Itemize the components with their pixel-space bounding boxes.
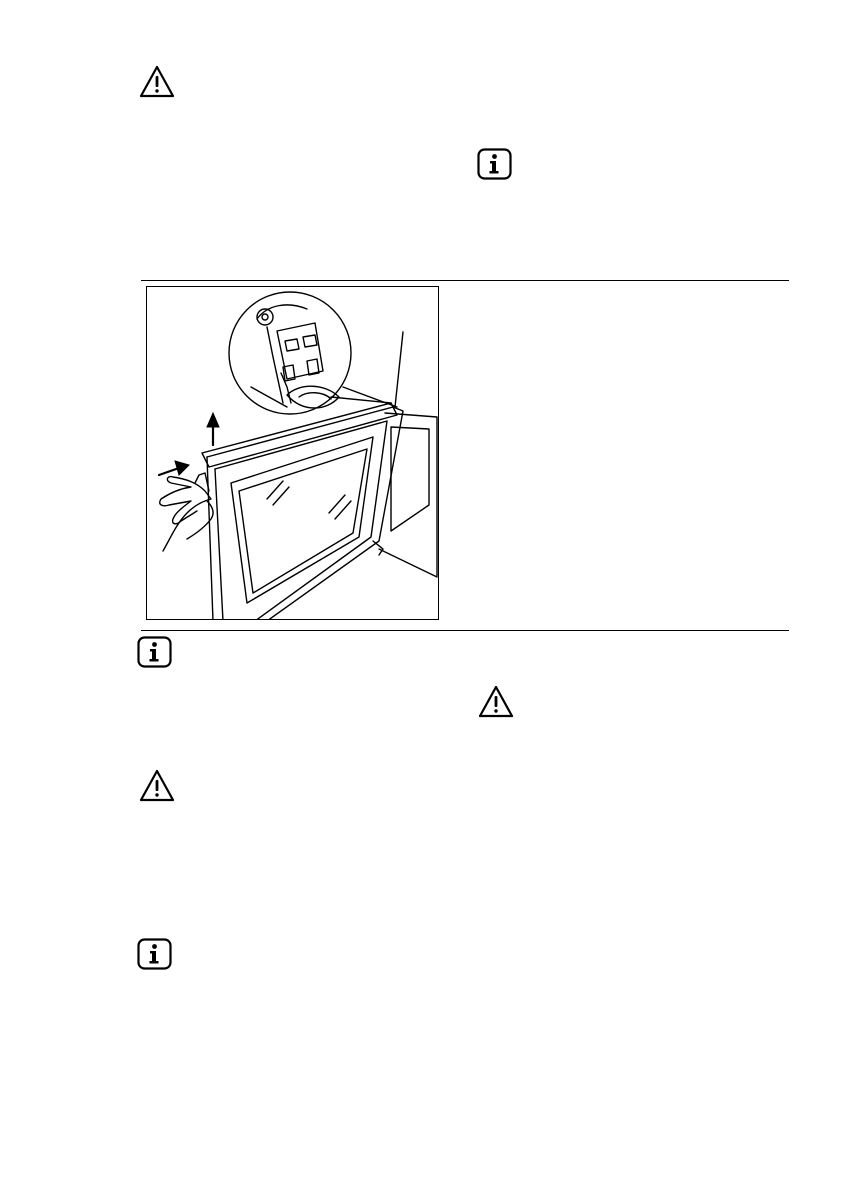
detail-magnifier bbox=[229, 292, 351, 414]
push-arrow bbox=[159, 468, 179, 475]
door-glass bbox=[231, 437, 373, 603]
warning-icon bbox=[138, 64, 176, 105]
warning-icon bbox=[477, 684, 515, 725]
info-icon bbox=[477, 148, 512, 185]
warning-icon bbox=[138, 768, 176, 809]
info-icon bbox=[137, 938, 172, 975]
section-rule-top bbox=[141, 280, 789, 281]
hand bbox=[160, 477, 211, 551]
info-icon bbox=[137, 636, 172, 673]
section-rule-bottom bbox=[141, 630, 789, 631]
door-glass-removal-illustration bbox=[146, 286, 439, 620]
